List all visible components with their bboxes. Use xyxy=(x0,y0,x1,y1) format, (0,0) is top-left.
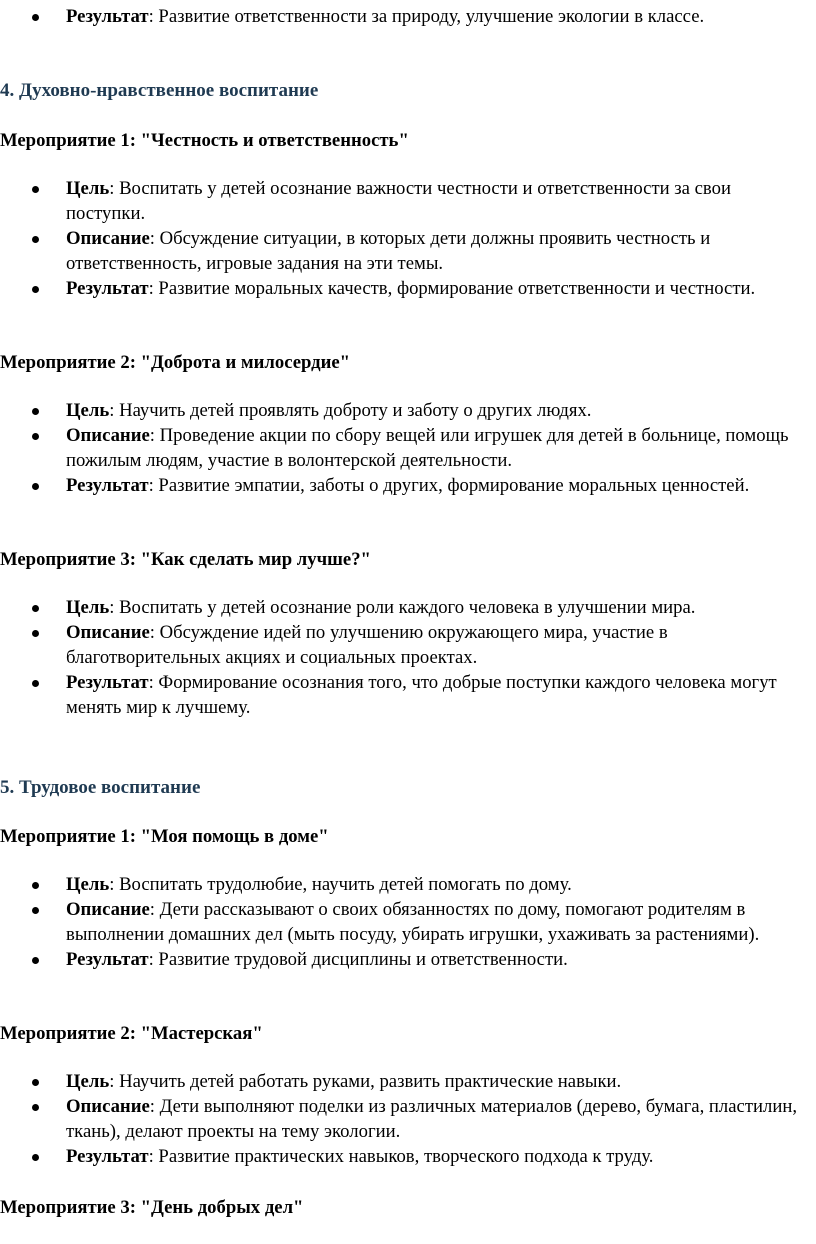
list-item xyxy=(0,595,816,620)
bullet-icon xyxy=(32,882,39,889)
item-text: : Обсуждение идей по улучшению окружающего мира, участие в благотворительных акциях и социальных проектах. xyxy=(66,622,668,668)
list-item xyxy=(0,670,816,720)
item-label: Цель xyxy=(66,874,110,895)
item-label: Результат xyxy=(66,278,149,299)
item-label: Цель xyxy=(66,1071,110,1092)
event-title: Мероприятие 3: "День добрых дел" xyxy=(0,1197,304,1218)
bullet-icon xyxy=(32,286,39,293)
item-label: Описание xyxy=(66,425,150,446)
item-label: Результат xyxy=(66,1146,149,1167)
event-list xyxy=(0,176,816,301)
bullet-icon xyxy=(32,907,39,914)
section-heading: 5. Трудовое воспитание xyxy=(0,777,201,798)
item-text: : Обсуждение ситуации, в которых дети должны проявить честность и ответственность, игровые задания на эти темы. xyxy=(66,228,711,274)
event-list xyxy=(0,398,816,498)
bullet-icon xyxy=(32,186,39,193)
event-list xyxy=(0,872,816,972)
event-list xyxy=(0,1069,816,1169)
list-item xyxy=(0,620,816,670)
item-label: Цель xyxy=(66,400,110,421)
list-item xyxy=(0,4,816,29)
bullet-icon xyxy=(32,1104,39,1111)
item-text: : Воспитать у детей осознание роли каждого человека в улучшении мира. xyxy=(109,597,696,618)
list-item xyxy=(0,947,816,972)
item-label: Цель xyxy=(66,178,110,199)
section-heading: 4. Духовно-нравственное воспитание xyxy=(0,80,319,101)
item-label: Описание xyxy=(66,899,150,920)
bullet-icon xyxy=(32,14,39,21)
list-item xyxy=(0,897,816,947)
event-title: Мероприятие 2: "Мастерская" xyxy=(0,1023,263,1044)
item-text: : Развитие моральных качеств, формирование ответственности и честности. xyxy=(148,278,756,299)
event-title: Мероприятие 3: "Как сделать мир лучше?" xyxy=(0,549,371,570)
list-item xyxy=(0,1144,816,1169)
event-title: Мероприятие 2: "Доброта и милосердие" xyxy=(0,352,351,373)
bullet-icon xyxy=(32,1154,39,1161)
item-label: Описание xyxy=(66,1096,150,1117)
item-label: Результат xyxy=(66,475,149,496)
list-item xyxy=(0,1069,816,1094)
item-text: : Проведение акции по сбору вещей или игрушек для детей в больнице, помощь пожилым людям, участие в волонтерской деятельности. xyxy=(66,425,789,471)
bullet-icon xyxy=(32,408,39,415)
bullet-icon xyxy=(32,605,39,612)
item-text: : Научить детей проявлять доброту и заботу о других людях. xyxy=(109,400,592,421)
list-item xyxy=(0,226,816,276)
intro-list xyxy=(0,4,816,29)
item-text: : Научить детей работать руками, развить практические навыки. xyxy=(109,1071,622,1092)
bullet-icon xyxy=(32,236,39,243)
item-label: Результат xyxy=(66,672,149,693)
bullet-icon xyxy=(32,680,39,687)
item-text: : Развитие практических навыков, творческого подхода к труду. xyxy=(148,1146,654,1167)
list-item xyxy=(0,398,816,423)
list-item xyxy=(0,473,816,498)
item-text: : Формирование осознания того, что добрые поступки каждого человека могут менять мир к лучшему. xyxy=(66,672,777,718)
item-text: : Развитие ответственности за природу, улучшение экологии в классе. xyxy=(148,6,705,27)
list-item xyxy=(0,1094,816,1144)
event-title: Мероприятие 1: "Честность и ответственность" xyxy=(0,130,409,151)
list-item xyxy=(0,276,816,301)
bullet-icon xyxy=(32,957,39,964)
bullet-icon xyxy=(32,1079,39,1086)
bullet-icon xyxy=(32,483,39,490)
item-text: : Воспитать у детей осознание важности честности и ответственности за свои поступки. xyxy=(66,178,731,224)
list-item xyxy=(0,176,816,226)
item-label: Результат xyxy=(66,6,149,27)
item-label: Описание xyxy=(66,622,150,643)
bullet-icon xyxy=(32,630,39,637)
item-text: : Воспитать трудолюбие, научить детей помогать по дому. xyxy=(109,874,572,895)
item-text: : Развитие эмпатии, заботы о других, формирование моральных ценностей. xyxy=(148,475,750,496)
item-text: : Дети рассказывают о своих обязанностях по дому, помогают родителям в выполнении домашних дел (мыть посуду, убирать игрушки, ухаживать за растениями). xyxy=(66,899,760,945)
list-item xyxy=(0,872,816,897)
event-list xyxy=(0,595,816,720)
item-label: Описание xyxy=(66,228,150,249)
item-text: : Развитие трудовой дисциплины и ответственности. xyxy=(148,949,568,970)
bullet-icon xyxy=(32,433,39,440)
item-label: Цель xyxy=(66,597,110,618)
item-label: Результат xyxy=(66,949,149,970)
event-title: Мероприятие 1: "Моя помощь в доме" xyxy=(0,826,329,847)
item-text: : Дети выполняют поделки из различных материалов (дерево, бумага, пластилин, ткань), делают проекты на тему экологии. xyxy=(66,1096,798,1142)
list-item xyxy=(0,423,816,473)
